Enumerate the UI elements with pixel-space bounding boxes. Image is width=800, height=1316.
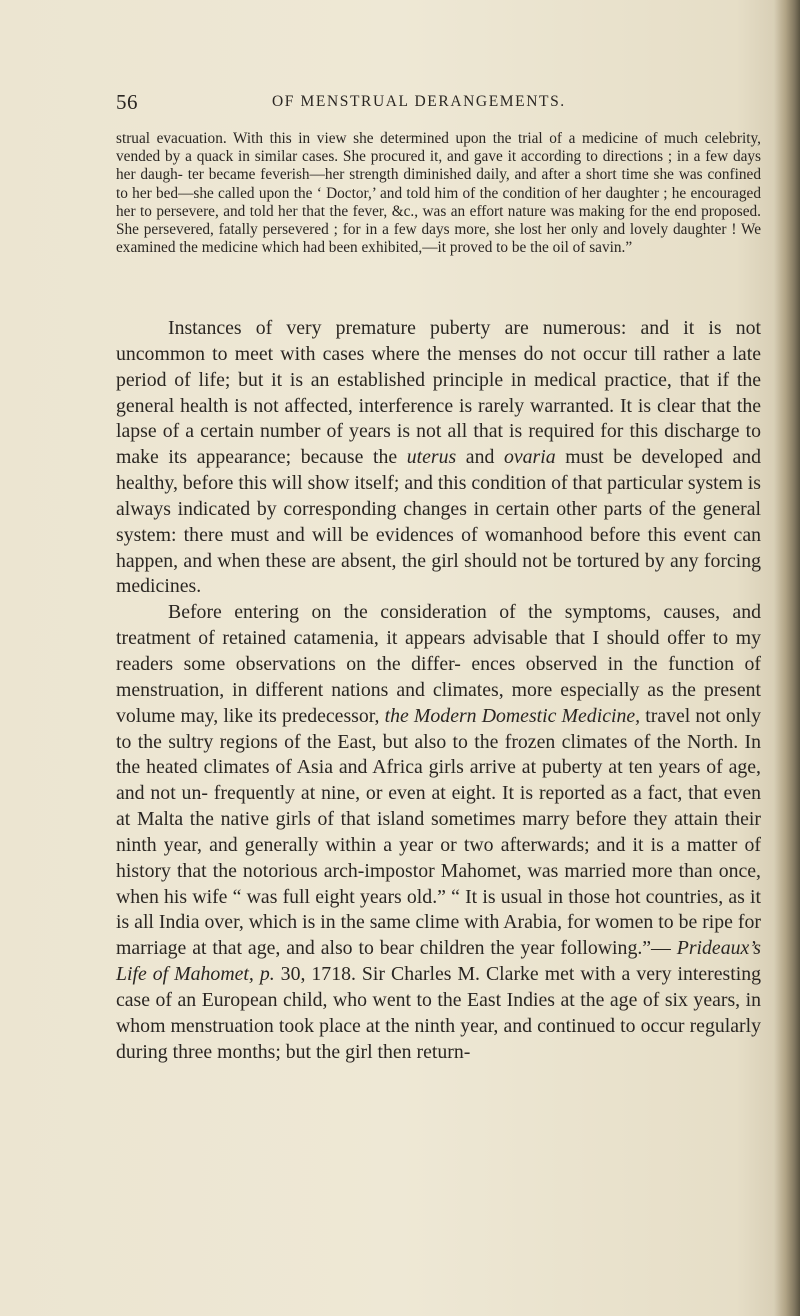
main-text bbox=[116, 316, 761, 1065]
page-number: 56 bbox=[116, 90, 138, 114]
italic-term-ovaria: ovaria bbox=[503, 446, 556, 469]
italic-citation: Prideaux’s Life of Mahomet, p. bbox=[116, 937, 761, 986]
italic-book-title: the Modern Domestic Medicine, bbox=[384, 704, 641, 727]
paragraph-text: 30, 1718. Sir Charles M. Clarke met with a very interesting case of an European child, who went to the East Indies at the age of six years, in whom menstruation took place at the ninth year, and continued to occur regularly during three months; but the girl then return- bbox=[116, 963, 761, 1063]
quoted-paragraph: strual evacuation. With this in view she determined upon the trial of a medicine of much celebrity, vended by a quack in similar cases. She procured it, and gave it according to directions ; in a few days her daugh- ter became feverish—her strength diminished daily, and after a short time she was confined to her bed—she called upon the ‘ Doctor,’ and told him of the condition of her daughter ; he encouraged her to persevere, and told her that the fever, &c., was an effort nature was making for the end proposed. She persevered, fatally persevered ; for in a few days more, she lost her only and lovely daughter ! We examined the medicine which had been exhibited,—it proved to be the oil of savin.” bbox=[116, 130, 761, 257]
paragraph-text: and bbox=[456, 446, 504, 469]
quoted-passage bbox=[116, 130, 761, 257]
paragraph-text: must be developed and healthy, before this will show itself; and this condition of that particular system is always indicated by corresponding changes in certain other parts of the general system: there must and will be evidences of womanhood before this event can happen, and when these are absent, the girl should not be tortured by any forcing medicines. bbox=[116, 446, 762, 598]
paragraph-text: Before entering on the consideration of the symptoms, causes, and treatment of retained catamenia, it appears advisable that I should offer to my readers some observations on the differ- ences observed in the function of menstruation, in different nations and climates, more especially as the present volume may, like its predecessor, bbox=[116, 601, 761, 727]
italic-term-uterus: uterus bbox=[406, 446, 457, 469]
paragraph-text: Instances of very premature puberty are numerous: and it is not uncommon to meet with cases where the menses do not occur till rather a late period of life; but it is an established principle in medical practice, that if the general health is not affected, interference is rarely warranted. It is clear that the lapse of a certain number of years is not all that is required for this discharge to make its appearance; because the bbox=[116, 317, 761, 469]
page-header bbox=[116, 90, 756, 118]
paragraph-premature-puberty bbox=[116, 316, 761, 600]
paragraph-text: travel not only to the sultry regions of the East, but also to the frozen climates of the North. In the heated climates of Asia and Africa girls arrive at puberty at ten years of age, and not un- frequently at nine, or even at eight. It is reported as a fact, that even at Malta the native girls of that island sometimes marry before they attain their ninth year, and generally within a year or two afterwards; and it is a matter of history that the notorious arch-impostor Mahomet, was married more than once, when his wife “ was full eight years old.” “ It is usual in those hot countries, as it is all India over, which is in the same clime with Arabia, for women to be ripe for marriage at that age, and also to bear children the year following.”— bbox=[116, 704, 761, 960]
running-title: OF MENSTRUAL DERANGEMENTS. bbox=[272, 93, 566, 110]
page-edge-shadow bbox=[774, 0, 800, 1316]
paragraph-climates bbox=[116, 600, 761, 1065]
